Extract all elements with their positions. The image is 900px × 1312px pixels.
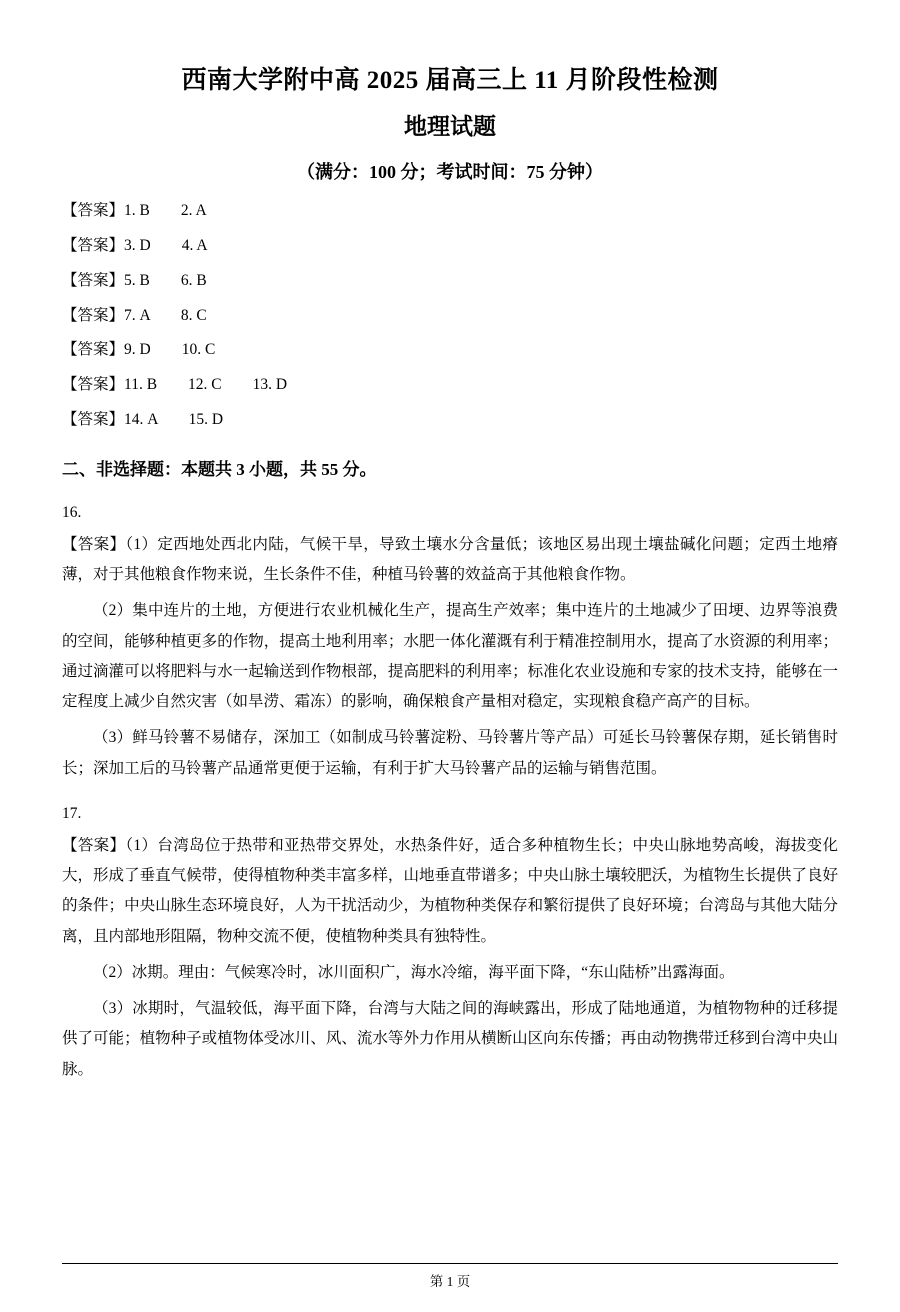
answer-values: 3. D 4. A <box>124 236 208 254</box>
answer-values: 7. A 8. C <box>124 306 207 324</box>
answer-paragraph: 【答案】（1）台湾岛位于热带和亚热带交界处，水热条件好，适合多种植物生长；中央山脉地势高峻，海拔变化大，形成了垂直气候带，使得植物种类丰富多样，山地垂直带谱多；中央山脉土壤较肥沃，为植物生长提供了良好的条件；中央山脉生态环境良好，人为干扰活动少，为植物种类保存和繁衍提供了良好环境；台湾岛与其他大陆分离，且内部地形阻隔，物种交流不便，使植物种类具有独特性。 <box>62 837 838 945</box>
answer-line <box>62 340 838 361</box>
answer-line <box>62 306 838 327</box>
answer-paragraph: （2）集中连片的土地，方便进行农业机械化生产，提高生产效率；集中连片的土地减少了田埂、边界等浪费的空间，能够种植更多的作物，提高土地利用率；水肥一体化灌溉有利于精准控制用水，提高了水资源的利用率；通过滴灌可以将肥料与水一起输送到作物根部，提高肥料的利用率；标准化农业设施和专家的技术支持，能够在一定程度上减少自然灾害（如旱涝、霜冻）的影响，确保粮食产量相对稳定，实现粮食稳产高产的目标。 <box>62 602 838 711</box>
answer-values: 14. A 15. D <box>124 411 224 429</box>
page-title: 西南大学附中高 2025 届高三上 11 月阶段性检测 <box>181 67 719 94</box>
answer-values: 5. B 6. B <box>124 271 207 289</box>
answer-line <box>62 236 838 257</box>
page-subtitle: 地理试题 <box>404 113 496 139</box>
answer-tag: 【答案】 <box>62 271 125 289</box>
answer-tag: 【答案】 <box>62 411 125 429</box>
footer-divider <box>62 1263 838 1264</box>
answer-paragraph: （3）鲜马铃薯不易储存，深加工（如制成马铃薯淀粉、马铃薯片等产品）可延长马铃薯保存期，延长销售时长；深加工后的马铃薯产品通常更便于运输，有利于扩大马铃薯产品的运输与销售范围。 <box>62 729 838 777</box>
answer-paragraph: （2）冰期。理由：气候寒冷时，冰川面积广，海水冷缩，海平面下降，“东山陆桥”出露海面。 <box>93 963 735 981</box>
page-number: 第 1 页 <box>429 1274 471 1289</box>
question-number: 17. <box>62 804 82 822</box>
answer-values: 11. B 12. C 13. D <box>124 376 288 394</box>
section-heading: 二、非选择题：本题共 3 小题，共 55 分。 <box>62 460 377 480</box>
exam-info: （满分：100 分；考试时间：75 分钟） <box>297 162 603 182</box>
answer-line <box>62 375 838 396</box>
answer-paragraph: 【答案】（1）定西地处西北内陆，气候干旱，导致土壤水分含量低；该地区易出现土壤盐碱化问题；定西土地瘠薄，对于其他粮食作物来说，生长条件不佳，种植马铃薯的效益高于其他粮食作物。 <box>62 536 838 584</box>
answer-tag: 【答案】 <box>62 236 125 254</box>
answer-values: 9. D 10. C <box>124 341 216 359</box>
answer-values: 1. B 2. A <box>124 201 207 219</box>
answer-line <box>62 271 838 292</box>
question-number: 16. <box>62 503 82 521</box>
answer-line <box>62 410 838 431</box>
answer-tag: 【答案】 <box>62 376 125 394</box>
answer-tag: 【答案】 <box>62 341 125 359</box>
answer-line <box>62 201 838 222</box>
answer-tag: 【答案】 <box>62 201 125 219</box>
answer-paragraph: （3）冰期时，气温较低，海平面下降，台湾与大陆之间的海峡露出，形成了陆地通道，为植物物种的迁移提供了可能；植物种子或植物体受冰川、风、流水等外力作用从横断山区向东传播；再由动物携带迁移到台湾中央山脉。 <box>62 1000 838 1078</box>
answer-tag: 【答案】 <box>62 306 125 324</box>
page-footer <box>0 1263 900 1290</box>
